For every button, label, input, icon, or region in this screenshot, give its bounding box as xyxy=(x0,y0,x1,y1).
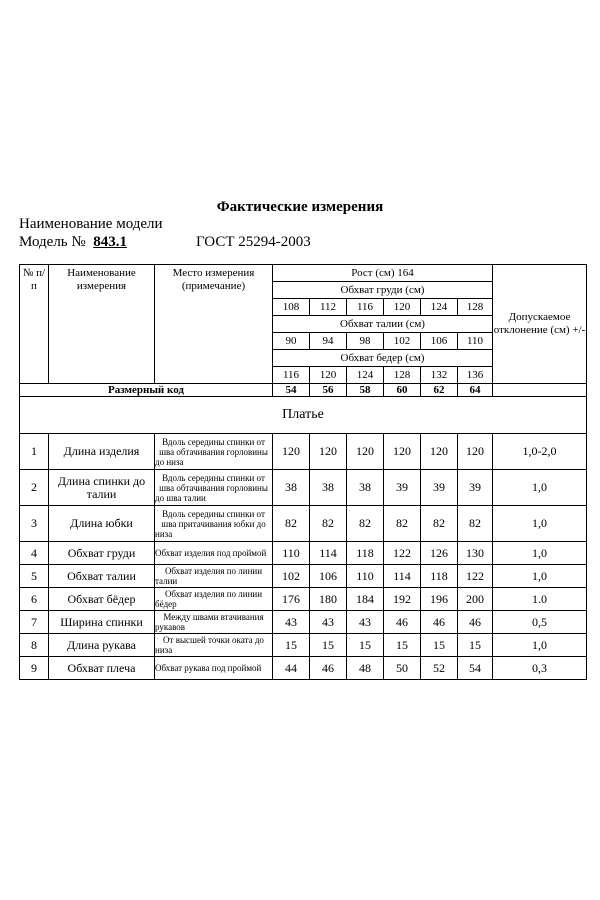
chest-size-cell: 124 xyxy=(421,299,458,316)
row-measurement-place: Обхват изделия по линии бёдер xyxy=(155,588,273,611)
row-measurement-name: Обхват груди xyxy=(49,542,155,565)
row-tolerance: 1,0-2,0 xyxy=(493,434,587,470)
waist-size-cell: 102 xyxy=(384,333,421,350)
row-measurement-name: Длина спинки до талии xyxy=(49,470,155,506)
chest-size-cell: 128 xyxy=(458,299,493,316)
row-value: 52 xyxy=(421,657,458,680)
row-measurement-name: Длина изделия xyxy=(49,434,155,470)
row-number: 6 xyxy=(20,588,49,611)
row-measurement-place: Вдоль середины спинки от шва обтачивания горловины до низа xyxy=(155,434,273,470)
row-value: 43 xyxy=(347,611,384,634)
row-value: 82 xyxy=(273,506,310,542)
waist-size-cell: 106 xyxy=(421,333,458,350)
table-row xyxy=(20,611,587,634)
waist-size-cell: 94 xyxy=(310,333,347,350)
row-value: 82 xyxy=(458,506,493,542)
section-title: Платье xyxy=(20,397,587,434)
size-code-cell: 64 xyxy=(458,384,493,397)
row-value: 176 xyxy=(273,588,310,611)
row-value: 39 xyxy=(384,470,421,506)
hips-size-cell: 136 xyxy=(458,367,493,384)
row-value: 39 xyxy=(458,470,493,506)
row-tolerance: 1,0 xyxy=(493,506,587,542)
row-value: 120 xyxy=(347,434,384,470)
header-hips: Обхват бедер (см) xyxy=(273,350,493,367)
hips-size-cell: 132 xyxy=(421,367,458,384)
row-value: 120 xyxy=(310,434,347,470)
row-measurement-name: Обхват плеча xyxy=(49,657,155,680)
size-code-empty xyxy=(493,384,587,397)
row-measurement-place: От высшей точки оката до низа xyxy=(155,634,273,657)
model-label: Модель № xyxy=(19,234,86,250)
table-row xyxy=(20,470,587,506)
row-measurement-name: Длина юбки xyxy=(49,506,155,542)
row-value: 15 xyxy=(458,634,493,657)
row-value: 114 xyxy=(384,565,421,588)
row-value: 38 xyxy=(310,470,347,506)
size-code-cell: 60 xyxy=(384,384,421,397)
row-value: 130 xyxy=(458,542,493,565)
row-value: 200 xyxy=(458,588,493,611)
row-value: 122 xyxy=(384,542,421,565)
row-value: 102 xyxy=(273,565,310,588)
row-value: 82 xyxy=(421,506,458,542)
row-value: 46 xyxy=(384,611,421,634)
waist-size-cell: 98 xyxy=(347,333,384,350)
row-tolerance: 1,0 xyxy=(493,634,587,657)
row-value: 120 xyxy=(273,434,310,470)
table-row xyxy=(20,565,587,588)
row-value: 82 xyxy=(347,506,384,542)
chest-size-cell: 120 xyxy=(384,299,421,316)
row-value: 180 xyxy=(310,588,347,611)
row-value: 184 xyxy=(347,588,384,611)
chest-size-cell: 116 xyxy=(347,299,384,316)
row-measurement-place: Обхват изделия под проймой xyxy=(155,542,273,565)
row-number: 8 xyxy=(20,634,49,657)
row-value: 192 xyxy=(384,588,421,611)
row-measurement-place: Между швами втачивания рукавов xyxy=(155,611,273,634)
gost-standard: ГОСТ 25294-2003 xyxy=(196,234,311,250)
hips-size-cell: 116 xyxy=(273,367,310,384)
header-height: Рост (см) 164 xyxy=(273,265,493,282)
header-number: № п/п xyxy=(20,265,49,384)
size-code-label: Размерный код xyxy=(20,384,273,397)
row-value: 38 xyxy=(273,470,310,506)
row-value: 46 xyxy=(458,611,493,634)
row-tolerance: 1,0 xyxy=(493,565,587,588)
row-measurement-place: Обхват рукава под проймой xyxy=(155,657,273,680)
row-value: 15 xyxy=(421,634,458,657)
row-value: 110 xyxy=(273,542,310,565)
row-number: 3 xyxy=(20,506,49,542)
hips-size-cell: 128 xyxy=(384,367,421,384)
chest-size-cell: 108 xyxy=(273,299,310,316)
row-number: 7 xyxy=(20,611,49,634)
model-number: 843.1 xyxy=(93,234,127,250)
row-value: 38 xyxy=(347,470,384,506)
model-name-label: Наименование модели xyxy=(19,216,163,232)
waist-size-cell: 110 xyxy=(458,333,493,350)
row-value: 15 xyxy=(384,634,421,657)
row-measurement-name: Обхват талии xyxy=(49,565,155,588)
size-code-cell: 62 xyxy=(421,384,458,397)
waist-size-cell: 90 xyxy=(273,333,310,350)
row-value: 43 xyxy=(310,611,347,634)
row-number: 1 xyxy=(20,434,49,470)
row-tolerance: 0,5 xyxy=(493,611,587,634)
row-value: 15 xyxy=(273,634,310,657)
row-tolerance: 1,0 xyxy=(493,542,587,565)
row-value: 43 xyxy=(273,611,310,634)
header-measurement-place: Место измерения (примечание) xyxy=(155,265,273,384)
table-row xyxy=(20,657,587,680)
row-value: 46 xyxy=(310,657,347,680)
row-value: 196 xyxy=(421,588,458,611)
size-code-cell: 56 xyxy=(310,384,347,397)
row-tolerance: 1.0 xyxy=(493,588,587,611)
row-number: 9 xyxy=(20,657,49,680)
row-tolerance: 0,3 xyxy=(493,657,587,680)
table-row xyxy=(20,506,587,542)
header-tolerance: Допускаемое отклонение (см) +/- xyxy=(493,265,587,384)
row-number: 4 xyxy=(20,542,49,565)
header-chest: Обхват груди (см) xyxy=(273,282,493,299)
table-row xyxy=(20,634,587,657)
row-measurement-name: Ширина спинки xyxy=(49,611,155,634)
row-value: 120 xyxy=(458,434,493,470)
row-measurement-name: Обхват бёдер xyxy=(49,588,155,611)
row-value: 122 xyxy=(458,565,493,588)
row-value: 15 xyxy=(310,634,347,657)
row-value: 54 xyxy=(458,657,493,680)
hips-size-cell: 120 xyxy=(310,367,347,384)
row-value: 39 xyxy=(421,470,458,506)
size-code-cell: 58 xyxy=(347,384,384,397)
row-value: 48 xyxy=(347,657,384,680)
row-number: 5 xyxy=(20,565,49,588)
row-value: 82 xyxy=(310,506,347,542)
row-value: 106 xyxy=(310,565,347,588)
table-row xyxy=(20,588,587,611)
row-measurement-place: Обхват изделия по линии талии xyxy=(155,565,273,588)
row-number: 2 xyxy=(20,470,49,506)
page-title: Фактические измерения xyxy=(216,199,384,215)
row-value: 118 xyxy=(347,542,384,565)
header-waist: Обхват талии (см) xyxy=(273,316,493,333)
header-measurement-name: Наименование измерения xyxy=(49,265,155,384)
row-value: 120 xyxy=(384,434,421,470)
hips-size-cell: 124 xyxy=(347,367,384,384)
row-value: 44 xyxy=(273,657,310,680)
row-value: 110 xyxy=(347,565,384,588)
row-tolerance: 1,0 xyxy=(493,470,587,506)
row-value: 126 xyxy=(421,542,458,565)
row-value: 114 xyxy=(310,542,347,565)
row-value: 118 xyxy=(421,565,458,588)
model-number-line xyxy=(19,234,127,251)
row-value: 50 xyxy=(384,657,421,680)
row-value: 82 xyxy=(384,506,421,542)
size-code-cell: 54 xyxy=(273,384,310,397)
table-row xyxy=(20,542,587,565)
row-measurement-place: Вдоль середины спинки от шва притачивания юбки до низа xyxy=(155,506,273,542)
table-row xyxy=(20,434,587,470)
row-measurement-place: Вдоль середины спинки от шва обтачивания горловины до шва талии xyxy=(155,470,273,506)
row-value: 46 xyxy=(421,611,458,634)
measurements-table xyxy=(19,264,587,680)
row-value: 15 xyxy=(347,634,384,657)
row-measurement-name: Длина рукава xyxy=(49,634,155,657)
row-value: 120 xyxy=(421,434,458,470)
chest-size-cell: 112 xyxy=(310,299,347,316)
